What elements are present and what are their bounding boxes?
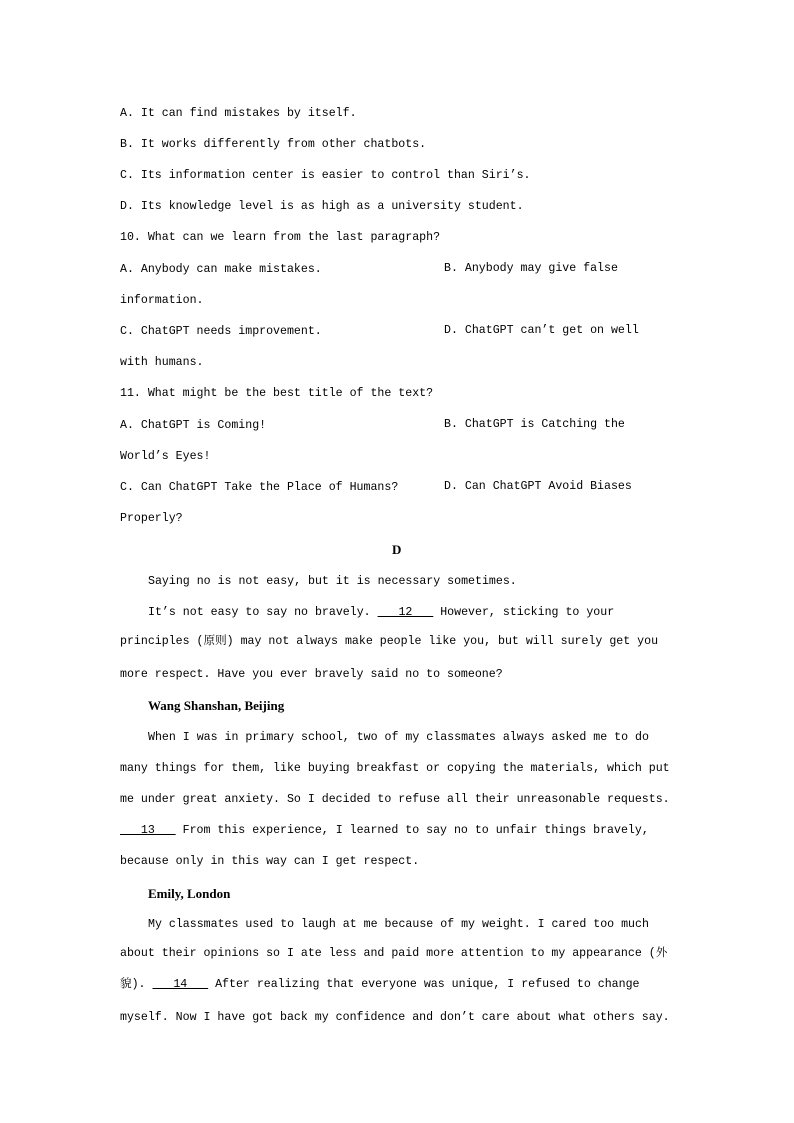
p1-line-4: 13 From this experience, I learned to say no to unfair things bravely, <box>120 824 649 837</box>
p1-line-5: because only in this way can I get respect. <box>120 855 420 868</box>
p2-line-4: myself. Now I have got back my confidence and don’t care about what others say. <box>120 1011 670 1024</box>
p1-line-2: many things for them, like buying breakfast or copying the materials, which put <box>120 762 670 775</box>
q11-question: 11. What might be the best title of the text? <box>120 387 434 400</box>
p1-line-1: When I was in primary school, two of my classmates always asked me to do <box>148 731 649 744</box>
q11-option-d-cont: Properly? <box>120 512 183 525</box>
q10-option-d: D. ChatGPT can’t get on well <box>444 324 639 337</box>
q10-row1 <box>120 262 322 278</box>
p1-line-3: me under great anxiety. So I decided to refuse all their unreasonable requests. <box>120 793 670 806</box>
intro-line-2: It’s not easy to say no bravely. 12 However, sticking to your <box>148 606 615 619</box>
q11-option-d: D. Can ChatGPT Avoid Biases <box>444 480 632 493</box>
q9-option-c: C. Its information center is easier to control than Siri’s. <box>120 169 531 182</box>
q10-option-b-cont: information. <box>120 294 204 307</box>
blank-14: 14 <box>152 978 209 991</box>
q11-option-b-cont: World’s Eyes! <box>120 450 211 463</box>
q10-question: 10. What can we learn from the last paragraph? <box>120 231 441 244</box>
q9-option-d: D. Its knowledge level is as high as a university student. <box>120 200 524 213</box>
person-heading-2: Emily, London <box>148 886 231 901</box>
p2-line-2: about their opinions so I ate less and paid more attention to my appearance (外 <box>120 947 668 960</box>
q10-option-c: C. ChatGPT needs improvement. <box>120 325 322 338</box>
q11-option-c: C. Can ChatGPT Take the Place of Humans? <box>120 481 399 494</box>
q10-option-a: A. Anybody can make mistakes. <box>120 263 322 276</box>
intro-line-1: Saying no is not easy, but it is necessary sometimes. <box>148 575 517 588</box>
q11-option-a: A. ChatGPT is Coming! <box>120 419 267 432</box>
intro-line-4: more respect. Have you ever bravely said no to someone? <box>120 668 503 681</box>
section-heading: D <box>392 542 402 557</box>
p2-line-1: My classmates used to laugh at me because of my weight. I cared too much <box>148 918 649 931</box>
person-heading-1: Wang Shanshan, Beijing <box>148 698 285 713</box>
p2-line-3: 貌). 14 After realizing that everyone was unique, I refused to change <box>120 978 640 991</box>
intro-line-3: principles (原则) may not always make people like you, but will surely get you <box>120 635 659 648</box>
q10-option-b: B. Anybody may give false <box>444 262 618 275</box>
blank-12: 12 <box>377 606 434 619</box>
q9-option-b: B. It works differently from other chatbots. <box>120 138 427 151</box>
q9-option-a: A. It can find mistakes by itself. <box>120 107 357 120</box>
blank-13: 13 <box>120 824 176 837</box>
q10-option-d-cont: with humans. <box>120 356 204 369</box>
q11-option-b: B. ChatGPT is Catching the <box>444 418 625 431</box>
